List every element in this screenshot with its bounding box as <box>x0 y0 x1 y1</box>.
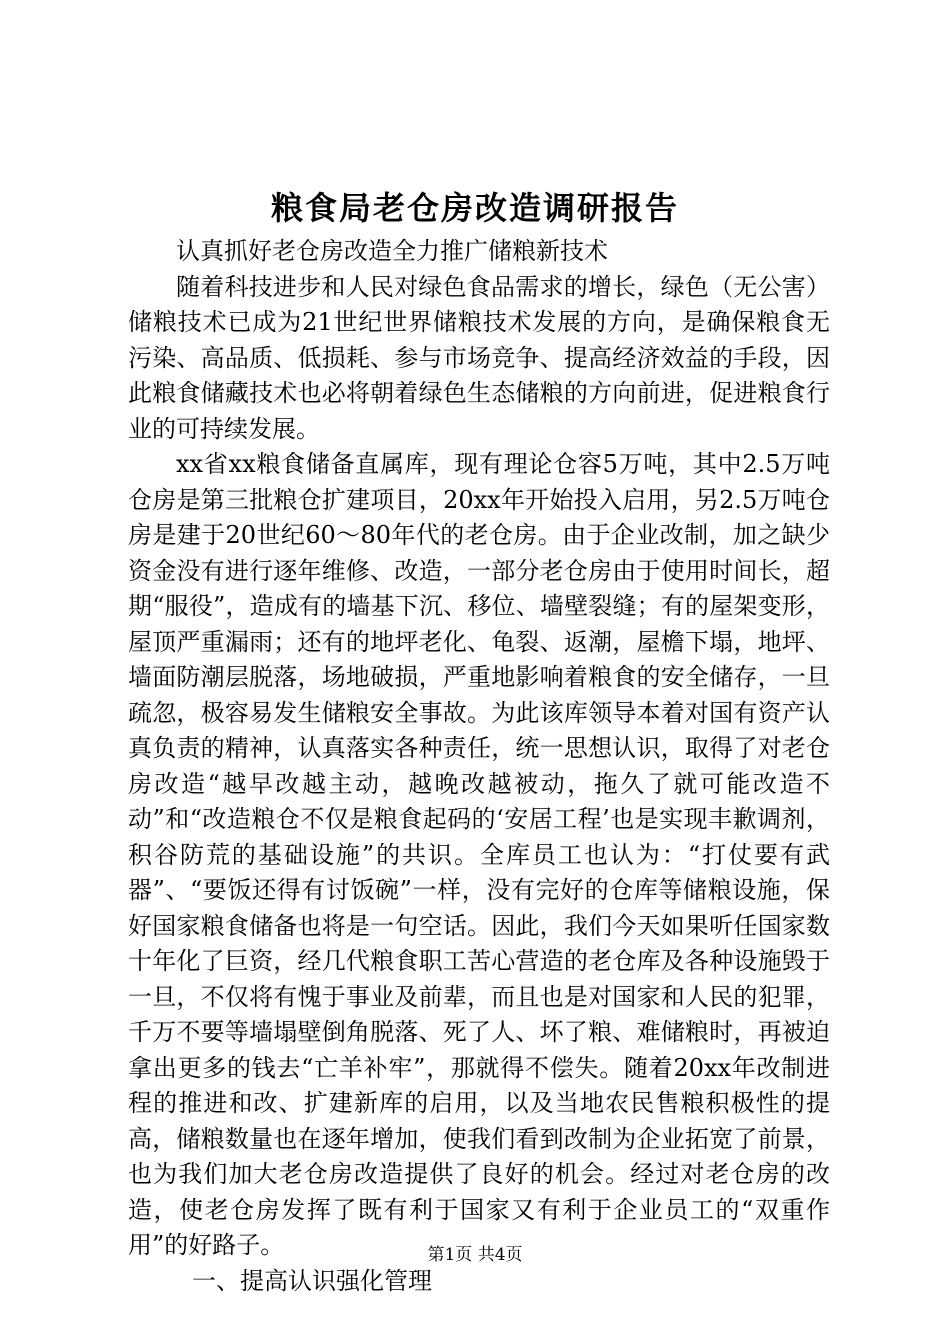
document-body <box>128 234 830 1299</box>
body-paragraph: xx省xx粮食储备直属库，现有理论仓容5万吨，其中2.5万吨仓房是第三批粮仓扩建项目，20xx年开始投入启用，另2.5万吨仓房是建于20世纪60～80年代的老仓房。由于企业改制，加之缺少资金没有进行逐年维修、改造，一部分老仓房由于使用时间长，超期“服役”，造成有的墙基下沉、移位、墙壁裂缝；有的屋架变形，屋顶严重漏雨；还有的地坪老化、龟裂、返潮，屋檐下塌，地坪、墙面防潮层脱落，场地破损，严重地影响着粮食的安全储存，一旦疏忽，极容易发生储粮安全事故。为此该库领导本着对国有资产认真负责的精神，认真落实各种责任，统一思想认识，取得了对老仓房改造“越早改越主动，越晚改越被动，拖久了就可能改造不动”和“改造粮仓不仅是粮食起码的‘安居工程’也是实现丰歉调剂，积谷防荒的基础设施”的共识。全库员工也认为：“打仗要有武器”、“要饭还得有讨饭碗”一样，没有完好的仓库等储粮设施，保好国家粮食储备也将是一句空话。因此，我们今天如果听任国家数十年化了巨资，经几代粮食职工苦心营造的老仓库及各种设施毁于一旦，不仅将有愧于事业及前辈，而且也是对国家和人民的犯罪，千万不要等墙塌壁倒角脱落、死了人、坏了粮、难储粮时，再被迫拿出更多的钱去“亡羊补牢”，那就得不偿失。随着20xx年改制进程的推进和改、扩建新库的启用，以及当地农民售粮积极性的提高，储粮数量也在逐年增加，使我们看到改制为企业拓宽了前景，也为我们加大老仓房改造提供了良好的机会。经过对老仓房的改造，使老仓房发挥了既有利于国家又有利于企业员工的“双重作用”的好路子。 <box>128 450 830 1259</box>
document-title: 粮食局老仓房改造调研报告 <box>270 189 679 227</box>
page-footer: 第1页 共4页 <box>427 1245 523 1265</box>
body-paragraph: 随着科技进步和人民对绿色食品需求的增长，绿色（无公害）储粮技术已成为21世纪世界储粮技术发展的方向，是确保粮食无污染、高品质、低损耗、参与市场竞争、提高经济效益的手段，因此粮食储藏技术也必将朝着绿色生态储粮的方向前进，促进粮食行业的可持续发展。 <box>128 272 830 443</box>
subtitle-paragraph: 认真抓好老仓房改造全力推广储粮新技术 <box>176 237 608 265</box>
section-heading: 一、提高认识强化管理 <box>192 1266 432 1295</box>
